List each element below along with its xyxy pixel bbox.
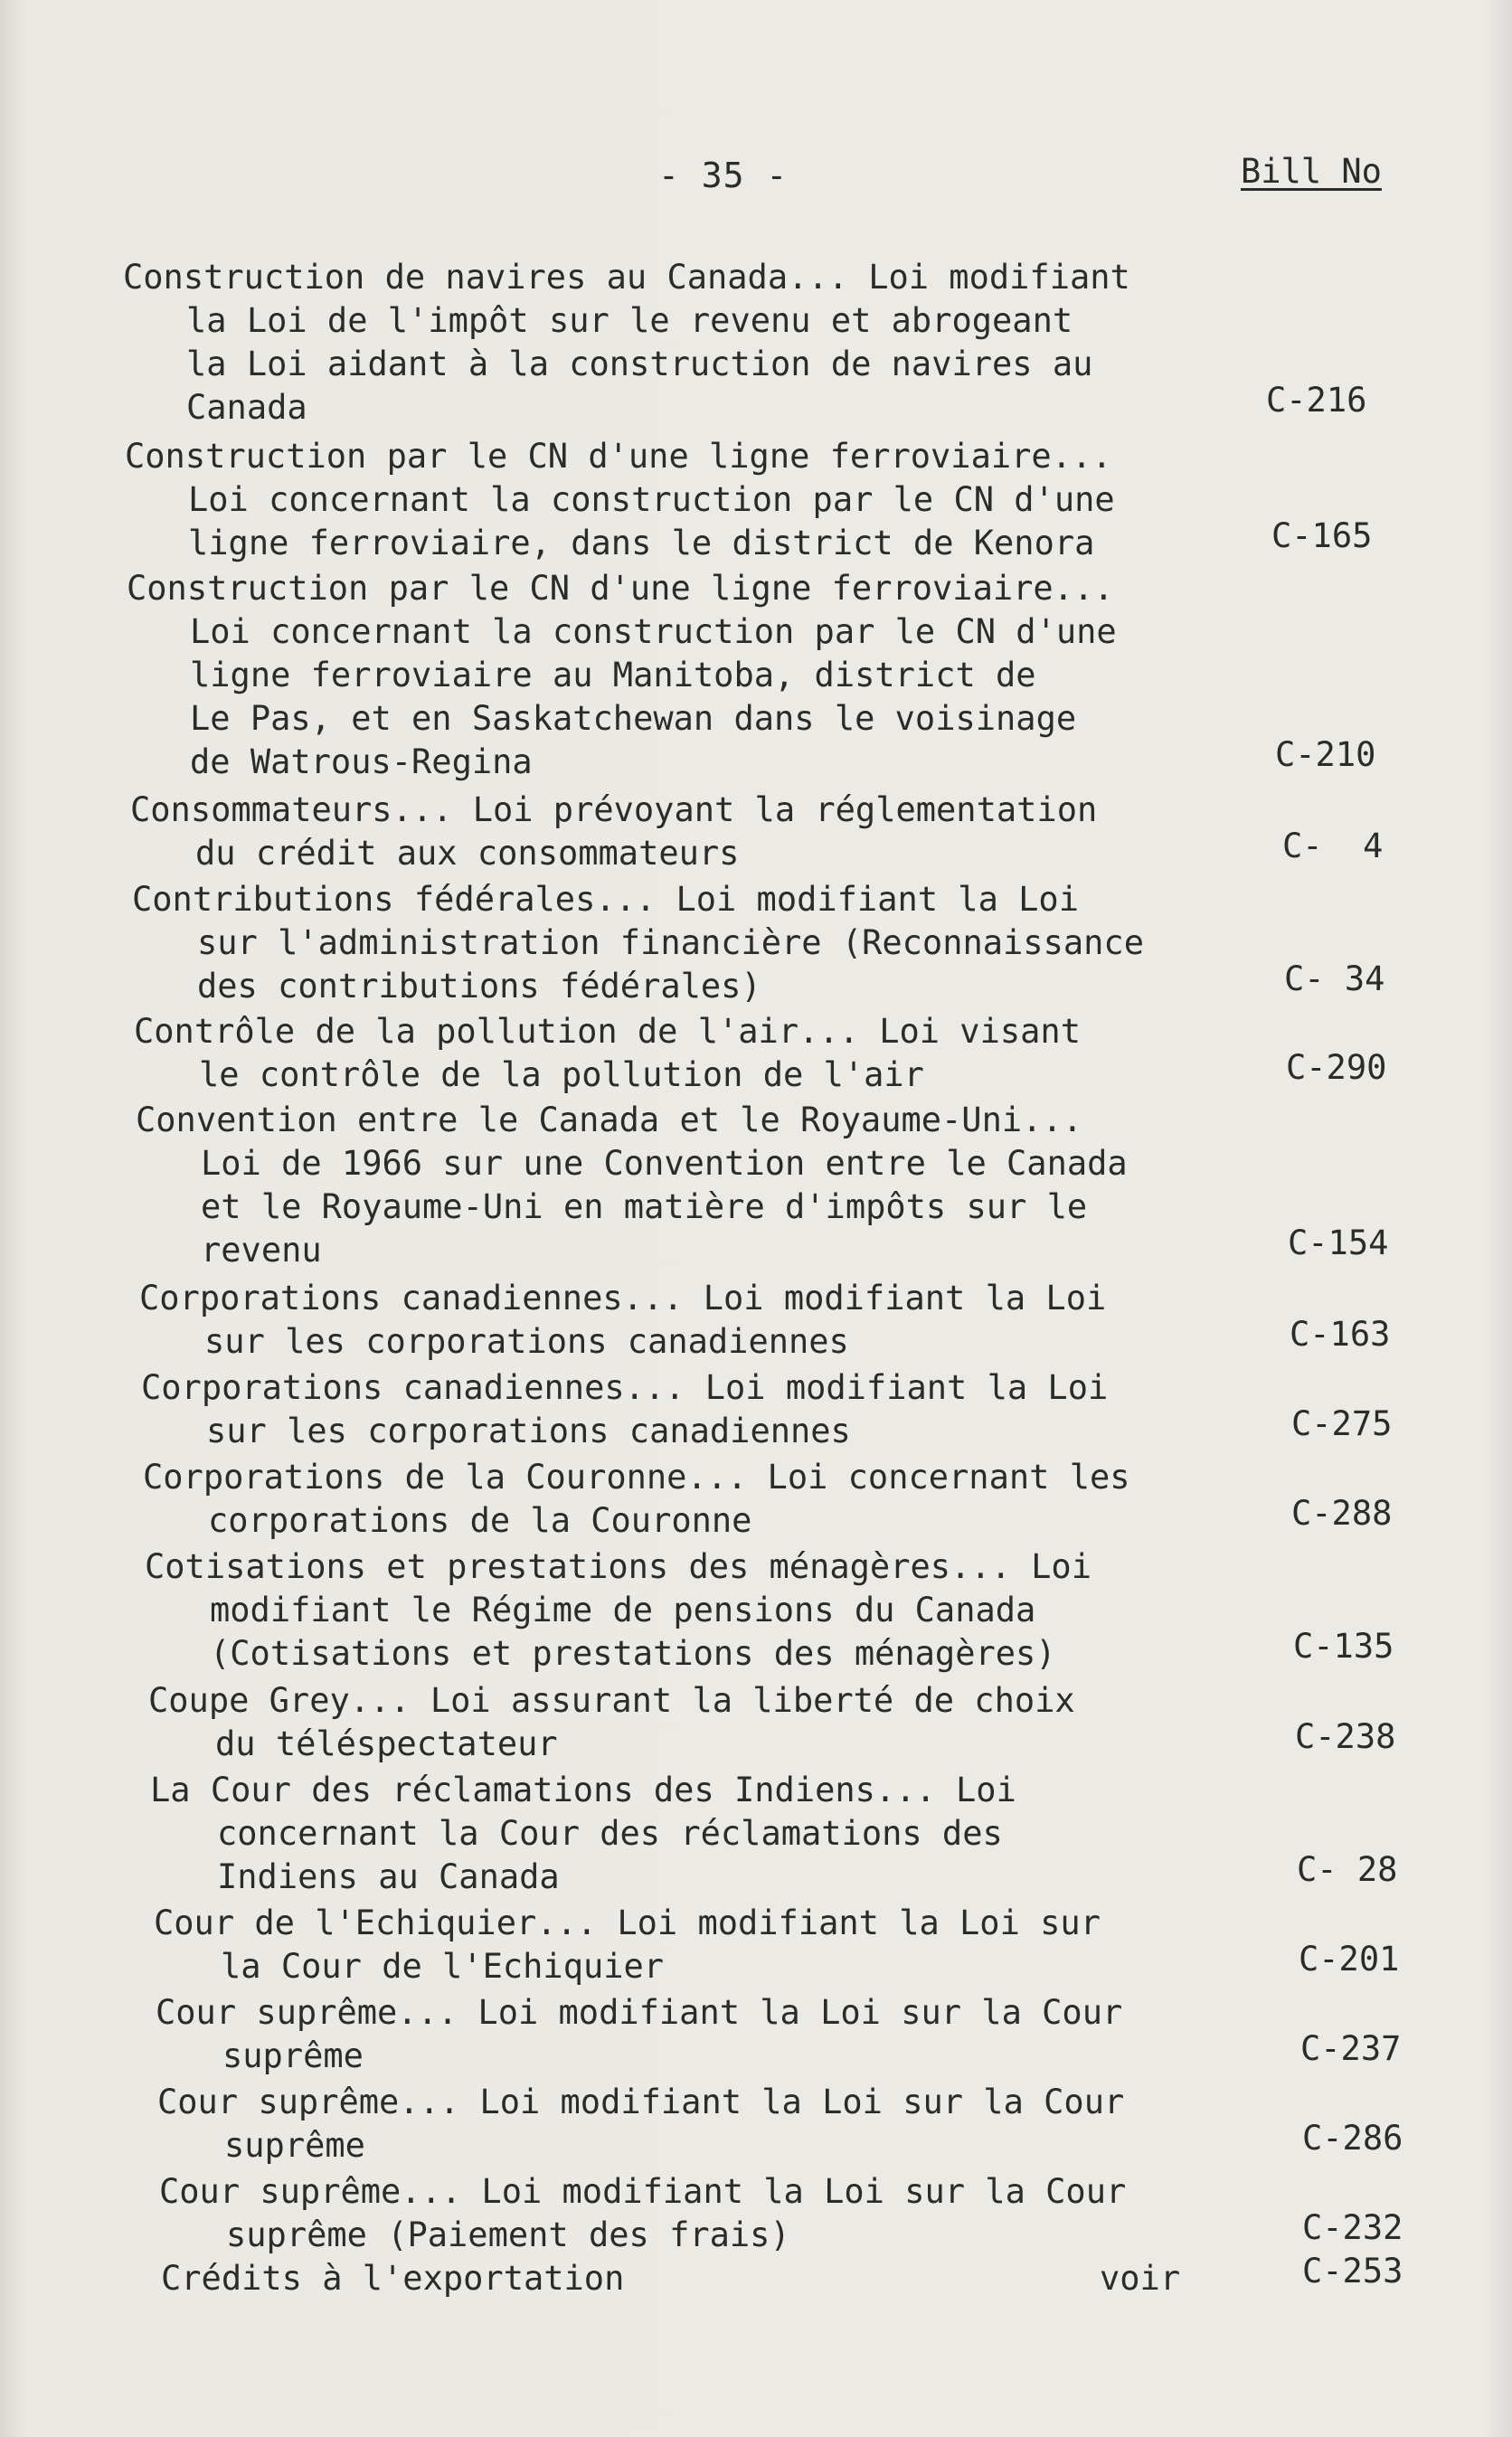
- bill-number: C-135: [1293, 1627, 1394, 1666]
- entry-continuation-line: et le Royaume-Uni en matière d'impôts sur le: [201, 1187, 1088, 1226]
- entry-continuation-line: de Watrous-Regina: [190, 742, 533, 781]
- bill-number: C-286: [1302, 2119, 1403, 2158]
- entry-continuation-line: corporations de la Couronne: [208, 1501, 752, 1540]
- entry-heading-line: Cour suprême... Loi modifiant la Loi sur la Cour: [156, 1993, 1123, 2032]
- entry-heading-line: Contributions fédérales... Loi modifiant la Loi: [132, 880, 1079, 919]
- bill-number: C-275: [1291, 1404, 1393, 1443]
- bill-number: C-238: [1295, 1717, 1396, 1756]
- entry-continuation-line: sur l'administration financière (Reconnaissance: [197, 923, 1144, 962]
- entry-heading-line: La Cour des réclamations des Indiens... Loi: [150, 1771, 1016, 1809]
- entry-continuation-line: modifiant le Régime de pensions du Canada: [210, 1591, 1036, 1629]
- bill-number: C-216: [1266, 381, 1367, 420]
- bill-number: C-201: [1299, 1940, 1400, 1979]
- entry-heading-line: Coupe Grey... Loi assurant la liberté de choix: [148, 1681, 1075, 1720]
- entry-heading-line: Construction par le CN d'une ligne ferroviaire...: [125, 437, 1112, 476]
- entry-continuation-line: suprême (Paiement des frais): [226, 2215, 790, 2254]
- entry-heading-line: Crédits à l'exportation: [161, 2259, 625, 2298]
- entry-heading-line: Cour de l'Echiquier... Loi modifiant la Loi sur: [154, 1903, 1101, 1942]
- entry-heading-line: Consommateurs... Loi prévoyant la réglementation: [130, 790, 1098, 829]
- bill-number: C-210: [1275, 735, 1376, 774]
- see-reference: voir: [1100, 2259, 1181, 2298]
- entry-heading-line: Cour suprême... Loi modifiant la Loi sur la Cour: [159, 2172, 1127, 2211]
- entry-continuation-line: (Cotisations et prestations des ménagères): [210, 1634, 1056, 1673]
- entry-continuation-line: ligne ferroviaire au Manitoba, district de: [190, 656, 1036, 694]
- entry-continuation-line: ligne ferroviaire, dans le district de Kenora: [188, 524, 1095, 562]
- page-number: - 35 -: [658, 156, 789, 195]
- entry-continuation-line: Indiens au Canada: [217, 1857, 560, 1896]
- entry-continuation-line: la Loi aidant à la construction de navires au: [186, 345, 1093, 383]
- bill-number: C-154: [1288, 1223, 1389, 1262]
- bill-number: C-253: [1302, 2252, 1403, 2291]
- entry-continuation-line: revenu: [201, 1231, 322, 1270]
- entry-heading-line: Corporations canadiennes... Loi modifiant la Loi: [141, 1368, 1109, 1407]
- entry-continuation-line: Loi concernant la construction par le CN d'une: [188, 480, 1115, 519]
- bill-number: C-290: [1286, 1048, 1387, 1087]
- entry-continuation-line: des contributions fédérales): [197, 967, 761, 1006]
- entry-continuation-line: Canada: [186, 388, 307, 427]
- bill-number: C-237: [1300, 2029, 1402, 2068]
- entry-continuation-line: Le Pas, et en Saskatchewan dans le voisinage: [190, 699, 1077, 738]
- entry-heading-line: Corporations canadiennes... Loi modifiant la Loi: [139, 1279, 1107, 1318]
- entry-continuation-line: du téléspectateur: [215, 1724, 558, 1763]
- entry-heading-line: Cotisations et prestations des ménagères... Loi: [145, 1547, 1091, 1586]
- bill-column-header: Bill No: [1241, 152, 1382, 191]
- bill-number: C- 34: [1284, 959, 1385, 998]
- entry-heading-line: Corporations de la Couronne... Loi concernant les: [143, 1458, 1130, 1497]
- bill-number: C-232: [1302, 2208, 1403, 2247]
- entry-continuation-line: sur les corporations canadiennes: [204, 1322, 849, 1361]
- entry-continuation-line: la Cour de l'Echiquier: [221, 1947, 665, 1986]
- entry-heading-line: Convention entre le Canada et le Royaume-Uni...: [136, 1100, 1082, 1139]
- bill-number: C-288: [1291, 1494, 1393, 1533]
- bill-number: C-165: [1271, 516, 1373, 555]
- entry-continuation-line: suprême: [224, 2126, 365, 2165]
- entry-continuation-line: du crédit aux consommateurs: [195, 834, 740, 873]
- entry-continuation-line: suprême: [222, 2036, 364, 2075]
- bill-number: C-163: [1290, 1315, 1391, 1354]
- entry-continuation-line: Loi de 1966 sur une Convention entre le Canada: [201, 1144, 1128, 1183]
- entry-heading-line: Cour suprême... Loi modifiant la Loi sur la Cour: [157, 2083, 1125, 2121]
- entry-heading-line: Construction par le CN d'une ligne ferroviaire...: [127, 569, 1114, 608]
- entry-continuation-line: sur les corporations canadiennes: [206, 1412, 851, 1450]
- entry-continuation-line: Loi concernant la construction par le CN d'une: [190, 612, 1117, 651]
- entry-continuation-line: concernant la Cour des réclamations des: [217, 1814, 1003, 1853]
- entry-continuation-line: le contrôle de la pollution de l'air: [199, 1055, 924, 1094]
- entry-heading-line: Contrôle de la pollution de l'air... Loi visant: [134, 1012, 1081, 1051]
- bill-number: C- 4: [1282, 827, 1384, 865]
- bill-number: C- 28: [1297, 1850, 1398, 1889]
- entry-continuation-line: la Loi de l'impôt sur le revenu et abrogeant: [186, 301, 1073, 340]
- entry-heading-line: Construction de navires au Canada... Loi modifiant: [123, 258, 1130, 297]
